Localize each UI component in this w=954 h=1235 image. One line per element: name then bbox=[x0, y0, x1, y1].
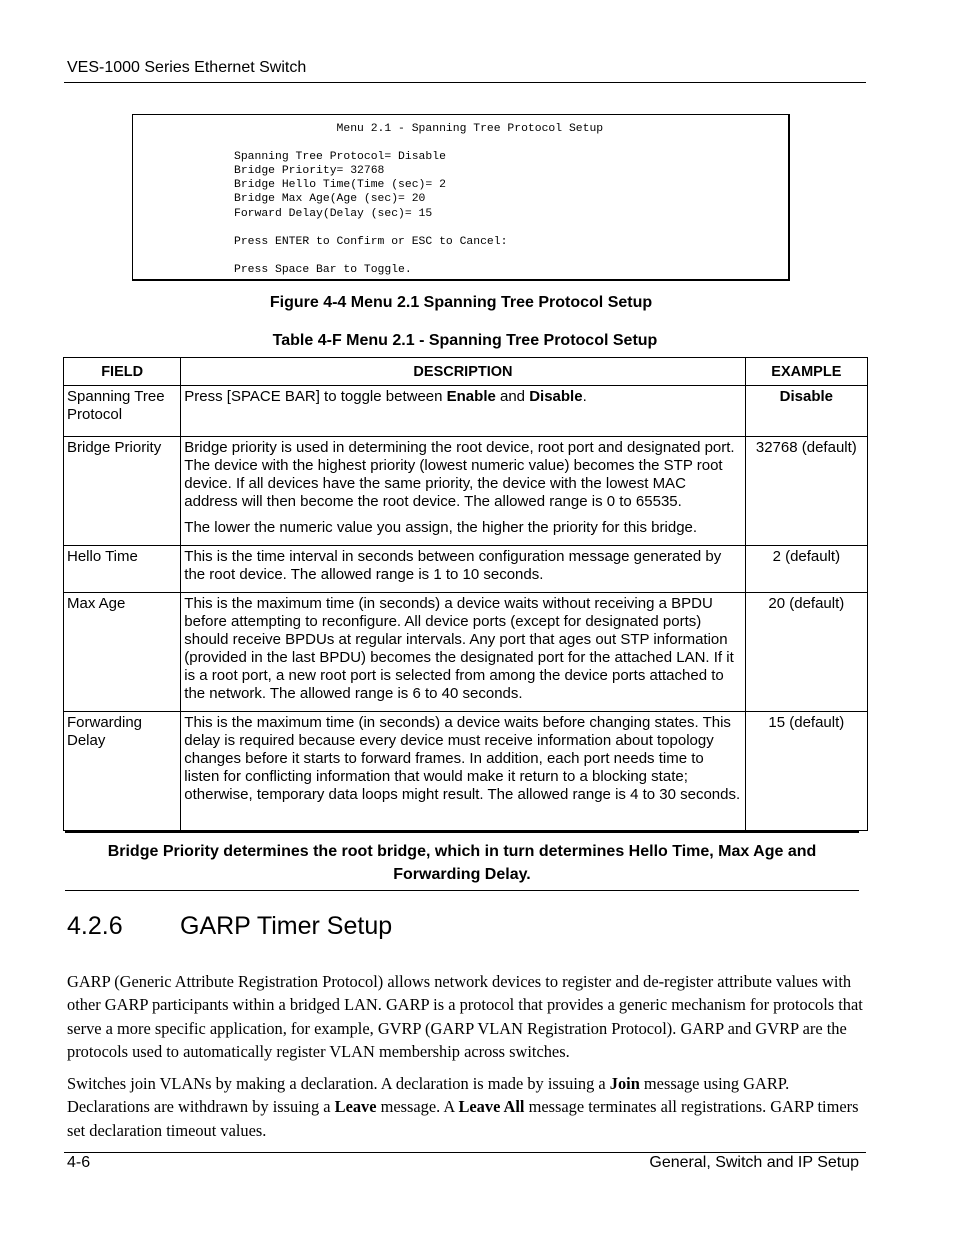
example-cell: 20 (default) bbox=[745, 593, 867, 712]
description-cell bbox=[181, 386, 745, 437]
example-cell: 2 (default) bbox=[745, 546, 867, 593]
description-cell: This is the time interval in seconds between configuration message generated by the root device. The allowed range is 1 to 10 seconds. bbox=[181, 546, 745, 593]
desc-text: and bbox=[495, 388, 530, 405]
console-line: Bridge Max Age(Age (sec)= 20 bbox=[234, 193, 426, 206]
console-line: Spanning Tree Protocol= Disable bbox=[234, 151, 446, 164]
field-cell: Forwarding Delay bbox=[64, 712, 181, 831]
body-paragraph: GARP (Generic Attribute Registration Protocol) allows network devices to register and de-register attribute values with other GARP participants within a bridged LAN. GARP is a protocol that provides a generic mechanism for protocols that serve a more specific application, for example, GVRP (GARP VLAN Registration Protocol). GARP and GVRP are the protocols used to automatically register VLAN membership across switches. bbox=[67, 972, 863, 1062]
para-text: message terminates all registrations. GARP timers set declaration timeout values. bbox=[67, 1097, 859, 1140]
table-row bbox=[64, 546, 868, 593]
page-header-title: VES-1000 Series Ethernet Switch bbox=[67, 59, 307, 76]
desc-bold-disable: Disable bbox=[529, 388, 583, 405]
header-example: EXAMPLE bbox=[745, 358, 867, 386]
table-row bbox=[64, 437, 868, 546]
desc-text: Press [SPACE BAR] to toggle between bbox=[184, 388, 447, 405]
body-paragraph bbox=[67, 1072, 867, 1142]
desc-paragraph: The lower the numeric value you assign, the higher the priority for this bridge. bbox=[184, 519, 698, 536]
desc-paragraph: Bridge priority is used in determining the root device, root port and designated port. The device with the highest priority (lowest numeric value) becomes the STP root device. If all devices have the same priority, the device with the lowest MAC address will then become the root device. The allowed range is 0 to 65535. bbox=[184, 439, 735, 510]
header-description: DESCRIPTION bbox=[181, 358, 745, 386]
field-cell: Bridge Priority bbox=[64, 437, 181, 546]
console-line: Press ENTER to Confirm or ESC to Cancel: bbox=[234, 235, 508, 248]
para-bold-leave: Leave bbox=[334, 1097, 377, 1117]
para-text: Switches join VLANs by making a declaration. A declaration is made by issuing a bbox=[67, 1074, 610, 1093]
console-line: Forward Delay(Delay (sec)= 15 bbox=[234, 207, 433, 220]
console-line: Menu 2.1 - Spanning Tree Protocol Setup bbox=[234, 123, 604, 135]
table-caption: Table 4-F Menu 2.1 - Spanning Tree Protocol Setup bbox=[272, 332, 658, 349]
table-header-row bbox=[64, 358, 868, 386]
example-cell: 32768 (default) bbox=[745, 437, 867, 546]
example-cell: 15 (default) bbox=[745, 712, 867, 831]
console-text bbox=[234, 122, 603, 277]
para-text: message using GARP. Declarations are withdrawn by issuing a bbox=[67, 1074, 790, 1117]
desc-bold-enable: Enable bbox=[446, 388, 496, 405]
example-cell: Disable bbox=[745, 386, 867, 437]
field-cell: Max Age bbox=[64, 593, 181, 712]
description-cell: This is the maximum time (in seconds) a device waits without receiving a BPDU before attempting to reconfigure. All device ports (except for designated ports) should receive BPDUs at regular intervals. Any port that ages out STP information (provided in the last BPDU) becomes the designated port for the attached LAN. If it is a root port, a new root port is selected from among the device ports attached to the network. The allowed range is 6 to 40 seconds. bbox=[181, 593, 745, 712]
header-rule bbox=[64, 82, 866, 83]
table-row bbox=[64, 712, 868, 831]
field-cell: Hello Time bbox=[64, 546, 181, 593]
field-cell: Spanning Tree Protocol bbox=[64, 386, 181, 437]
section-title: GARP Timer Setup bbox=[180, 912, 393, 940]
page-number: 4-6 bbox=[67, 1154, 91, 1171]
description-cell: This is the maximum time (in seconds) a device waits before changing states. This delay is required because every device must receive information about topology changes before it starts to forward frames. In addition, each port needs time to listen for conflicting information that would make it return to a blocking state; otherwise, temporary data loops might result. The allowed range is 4 to 30 seconds. bbox=[181, 712, 745, 831]
table-row bbox=[64, 386, 868, 437]
spanning-tree-table bbox=[63, 357, 868, 831]
para-text: message. A bbox=[376, 1097, 459, 1117]
console-screen bbox=[132, 114, 790, 281]
note-box: Bridge Priority determines the root bridge, which in turn determines Hello Time, Max Age and Forwarding Delay. bbox=[65, 831, 859, 891]
footer-chapter-title: General, Switch and IP Setup bbox=[649, 1154, 859, 1171]
console-line: Bridge Hello Time(Time (sec)= 2 bbox=[234, 179, 446, 192]
table-row bbox=[64, 593, 868, 712]
description-cell bbox=[181, 437, 745, 546]
figure-caption: Figure 4-4 Menu 2.1 Spanning Tree Protocol Setup bbox=[269, 294, 653, 311]
header-field: FIELD bbox=[64, 358, 181, 386]
footer-rule bbox=[64, 1152, 866, 1153]
console-line: Bridge Priority= 32768 bbox=[234, 165, 385, 178]
section-number: 4.2.6 bbox=[67, 912, 123, 940]
para-bold-leave-all: Leave All bbox=[458, 1097, 525, 1117]
desc-text: . bbox=[582, 388, 587, 405]
console-line: Press Space Bar to Toggle. bbox=[234, 263, 412, 276]
para-bold-join: Join bbox=[609, 1074, 640, 1093]
